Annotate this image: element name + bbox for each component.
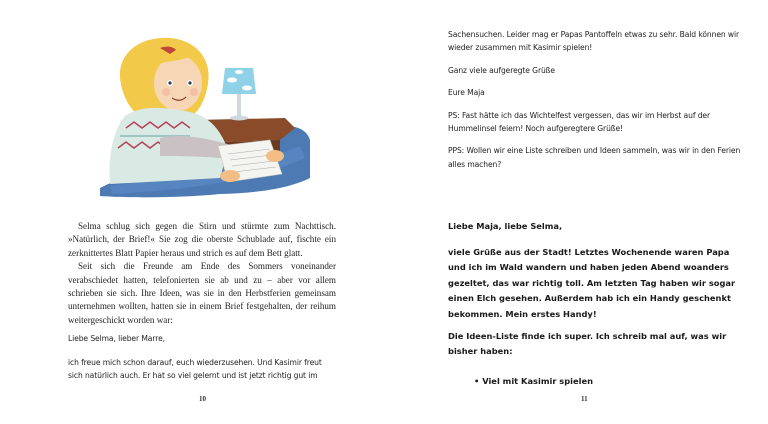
letter-body <box>68 356 338 383</box>
second-letter-list-intro: Die Ideen-Liste finde ich super. Ich schreib mal auf, was wir bisher haben: <box>448 330 727 357</box>
post-postscript: PPS: Wollen wir eine Liste schreiben und Ideen sammeln, was wir in den Ferien alles machen? <box>448 146 741 169</box>
page-number-left: 10 <box>199 395 206 403</box>
prose-paragraph: Seit sich die Freunde am Ende des Sommers voneinander verabschiedet hatten, telefonierten sie ab und zu – aber vor allem schrieben sie sich. Ihre Ideen, was sie in den Herbstferien gemeinsam unternehmen wollten, hatten sie in einem Brief festgehalten, der reihum weitergeschickt worden war: <box>68 261 336 325</box>
right-page <box>384 0 768 424</box>
second-letter <box>448 219 748 389</box>
prose-text <box>68 220 336 327</box>
page-number-right: 11 <box>581 395 588 403</box>
ideas-list-item: • Viel mit Kasimir spielen <box>474 375 594 386</box>
maja-letter-continuation: Sachensuchen. Leider mag er Papas Pantoffeln etwas zu sehr. Bald können wir wieder zusammen mit Kasimir spielen! <box>448 30 740 53</box>
letter-body-text: ich freue mich schon darauf, euch wiederzusehen. Und Kasimir freut sich natürlich auch. Er hat so viel gelernt und ist jetzt richtig gut im <box>68 358 322 381</box>
salutation-text: Liebe Selma, lieber Marre, <box>68 334 165 343</box>
second-letter-salutation: Liebe Maja, liebe Selma, <box>448 221 563 231</box>
postscript: PS: Fast hätte ich das Wichtelfest vergessen, das wir im Herbst auf der Hummelinsel feiern! Noch aufgeregtere Grüße! <box>448 110 711 134</box>
illustration-girl-reading-letter <box>100 28 310 200</box>
prose-paragraph: Selma schlug sich gegen die Stirn und stürmte zum Nachttisch. »Natürlich, der Brief!« Sie zog die oberste Schublade auf, fischte ein zerknittertes Blatt Papier heraus und strich es auf dem Bett glatt. <box>68 221 336 258</box>
maja-letter <box>448 28 748 180</box>
ideas-list <box>448 374 748 390</box>
second-letter-body: viele Grüße aus der Stadt! Letztes Wochenende waren Papa und ich im Wald wandern und haben jeden Abend woanders gezeltet, das war richtig toll. Am letzten Tag haben wir sogar einen Elch gesehen. Außerdem hab ich ein Handy geschenkt bekommen. Mein erstes Handy! <box>448 246 736 319</box>
maja-signature: Eure Maja <box>448 88 485 98</box>
maja-closing: Ganz viele aufgeregte Grüße <box>448 65 555 75</box>
letter-salutation <box>68 332 338 345</box>
